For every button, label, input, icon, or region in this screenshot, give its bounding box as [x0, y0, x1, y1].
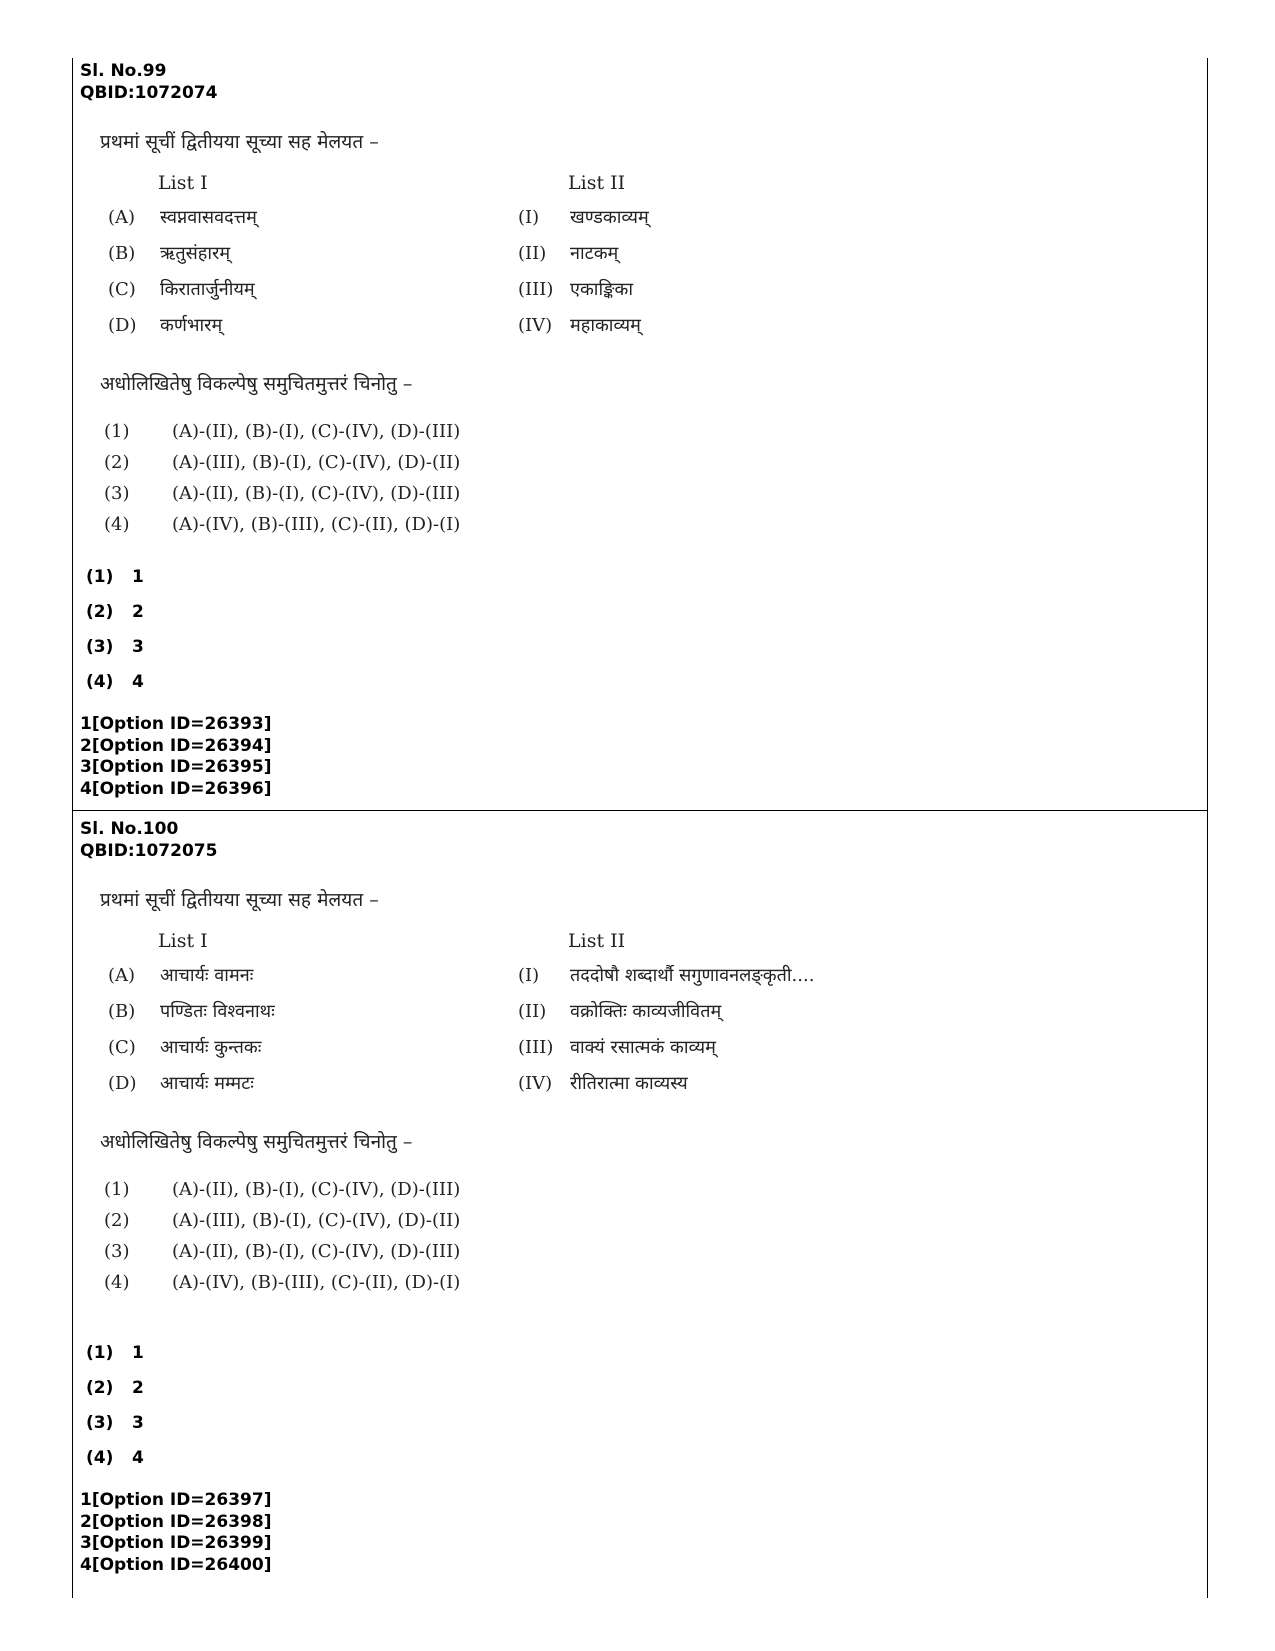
- list2-text: एकाङ्किका: [570, 279, 633, 300]
- list1-item: [108, 1030, 261, 1066]
- option-value: 4: [132, 672, 144, 692]
- match-lists: [100, 930, 1190, 1122]
- answer-choice: [100, 1267, 1190, 1298]
- option-id: 4[Option ID=26400]: [80, 1554, 272, 1575]
- option-value: 4: [132, 1448, 144, 1468]
- option-id: 3[Option ID=26395]: [80, 757, 272, 777]
- list1-text: आचार्यः वामनः: [160, 965, 254, 986]
- option-id: 2[Option ID=26394]: [80, 735, 272, 756]
- choice-text: (A)-(III), (B)-(I), (C)-(IV), (D)-(II): [172, 452, 461, 473]
- list2-label: (I): [518, 965, 540, 986]
- option-number: (4): [86, 672, 114, 692]
- option-value: 2: [132, 1378, 144, 1398]
- list1-label: (B): [108, 243, 136, 264]
- answer-choice: [100, 1236, 1190, 1267]
- list1-label: (B): [108, 1001, 136, 1022]
- list1-text: कर्णभारम्: [160, 315, 223, 336]
- option-value: 1: [132, 567, 144, 587]
- option-id: 1[Option ID=26393]: [80, 714, 272, 734]
- serial-number: Sl. No.99: [80, 61, 167, 81]
- choice-number: (1): [104, 421, 130, 442]
- list1-text: ऋतुसंहारम्: [160, 243, 231, 264]
- option-item[interactable]: [80, 630, 1190, 665]
- option-value: 3: [132, 637, 144, 657]
- question-instruction: प्रथमां सूचीं द्वितीयया सूच्या सह मेलयत –: [100, 131, 379, 153]
- choice-text: (A)-(II), (B)-(I), (C)-(IV), (D)-(III): [172, 1179, 461, 1200]
- list2-item: [518, 200, 649, 236]
- list1-item: [108, 958, 253, 994]
- option-number: (1): [86, 1343, 114, 1363]
- option-ids: [80, 714, 1190, 800]
- list2-text: नाटकम्: [570, 243, 619, 264]
- option-item[interactable]: [80, 1371, 1190, 1406]
- choice-text: (A)-(IV), (B)-(III), (C)-(II), (D)-(I): [172, 514, 461, 535]
- question-instruction: प्रथमां सूचीं द्वितीयया सूच्या सह मेलयत –: [100, 889, 379, 911]
- list2-item: [518, 1066, 688, 1102]
- list1-label: (C): [108, 1037, 136, 1058]
- option-number: (2): [86, 1378, 114, 1398]
- option-item[interactable]: [80, 595, 1190, 630]
- option-number: (4): [86, 1448, 114, 1468]
- qbid: QBID:1072075: [80, 841, 218, 861]
- option-item[interactable]: [80, 1336, 1190, 1371]
- question-block: [80, 818, 1190, 1576]
- list2-header: List II: [568, 930, 626, 952]
- option-value: 1: [132, 1343, 144, 1363]
- list1-label: (A): [108, 965, 136, 986]
- list2-label: (I): [518, 207, 540, 228]
- option-item[interactable]: [80, 1441, 1190, 1476]
- qbid: QBID:1072074: [80, 83, 218, 103]
- list1-label: (C): [108, 279, 136, 300]
- list2-text: रीतिरात्मा काव्यस्य: [570, 1073, 688, 1094]
- list1-item: [108, 1066, 254, 1102]
- serial-number: Sl. No.100: [80, 819, 179, 839]
- list2-item: [518, 272, 633, 308]
- choice-instruction: अधोलिखितेषु विकल्पेषु समुचितमुत्तरं चिनोतु –: [100, 373, 413, 395]
- option-id: 3[Option ID=26399]: [80, 1533, 272, 1553]
- list2-label: (II): [518, 243, 547, 264]
- choice-text: (A)-(II), (B)-(I), (C)-(IV), (D)-(III): [172, 421, 461, 442]
- option-value: 3: [132, 1413, 144, 1433]
- choice-text: (A)-(II), (B)-(I), (C)-(IV), (D)-(III): [172, 1241, 461, 1262]
- list2-text: खण्डकाव्यम्: [570, 207, 649, 228]
- answer-choices: [100, 416, 1190, 540]
- list1-header: List I: [158, 172, 208, 194]
- choice-number: (3): [104, 1241, 130, 1262]
- list1-item: [108, 308, 222, 344]
- choice-text: (A)-(II), (B)-(I), (C)-(IV), (D)-(III): [172, 483, 461, 504]
- list2-label: (IV): [518, 1073, 553, 1094]
- answer-choices: [100, 1174, 1190, 1298]
- list2-text: वक्रोक्तिः काव्यजीवितम्: [570, 1001, 722, 1022]
- list2-text: तददोषौ शब्दार्थौ सगुणावनलङ्कृती....: [570, 965, 815, 986]
- option-list: [80, 560, 1190, 700]
- option-number: (2): [86, 602, 114, 622]
- list1-text: आचार्यः कुन्तकः: [160, 1037, 262, 1058]
- list1-item: [108, 200, 257, 236]
- list2-item: [518, 236, 618, 272]
- option-number: (3): [86, 637, 114, 657]
- list2-label: (II): [518, 1001, 547, 1022]
- option-list: [80, 1336, 1190, 1476]
- choice-instruction: अधोलिखितेषु विकल्पेषु समुचितमुत्तरं चिनोतु –: [100, 1131, 413, 1153]
- answer-choice: [100, 1205, 1190, 1236]
- list2-text: महाकाव्यम्: [570, 315, 641, 336]
- option-value: 2: [132, 602, 144, 622]
- choice-number: (2): [104, 1210, 130, 1231]
- list1-text: किरातार्जुनीयम्: [160, 279, 255, 300]
- option-id: 4[Option ID=26396]: [80, 778, 272, 799]
- list1-header: List I: [158, 930, 208, 952]
- option-item[interactable]: [80, 665, 1190, 700]
- question-image: [100, 128, 1190, 540]
- list1-label: (A): [108, 207, 136, 228]
- list2-label: (III): [518, 279, 554, 300]
- list2-label: (III): [518, 1037, 554, 1058]
- list2-item: [518, 308, 641, 344]
- choice-text: (A)-(III), (B)-(I), (C)-(IV), (D)-(II): [172, 1210, 461, 1231]
- choice-number: (3): [104, 483, 130, 504]
- list2-item: [518, 1030, 716, 1066]
- answer-choice: [100, 416, 1190, 447]
- question-block: [80, 60, 1190, 800]
- list2-text: वाक्यं रसात्मकं काव्यम्: [570, 1037, 716, 1058]
- list1-label: (D): [108, 1073, 137, 1094]
- question-divider: [72, 810, 1208, 811]
- list2-item: [518, 958, 814, 994]
- list1-text: पण्डितः विश्वनाथः: [160, 1001, 275, 1022]
- choice-number: (2): [104, 452, 130, 473]
- answer-choice: [100, 447, 1190, 478]
- match-lists: [100, 172, 1190, 364]
- list2-label: (IV): [518, 315, 553, 336]
- option-ids: [80, 1490, 1190, 1576]
- choice-number: (4): [104, 1272, 130, 1293]
- answer-choice: [100, 509, 1190, 540]
- list1-text: आचार्यः मम्मटः: [160, 1073, 254, 1094]
- list2-header: List II: [568, 172, 626, 194]
- list2-item: [518, 994, 721, 1030]
- answer-choice: [100, 478, 1190, 509]
- list1-item: [108, 236, 230, 272]
- choice-number: (4): [104, 514, 130, 535]
- option-number: (1): [86, 567, 114, 587]
- question-image: [100, 886, 1190, 1298]
- list1-text: स्वप्नवासवदत्तम्: [160, 207, 257, 228]
- option-item[interactable]: [80, 560, 1190, 595]
- list1-label: (D): [108, 315, 137, 336]
- option-id: 2[Option ID=26398]: [80, 1511, 272, 1532]
- option-item[interactable]: [80, 1406, 1190, 1441]
- list1-item: [108, 272, 255, 308]
- option-id: 1[Option ID=26397]: [80, 1490, 272, 1510]
- choice-number: (1): [104, 1179, 130, 1200]
- list1-item: [108, 994, 275, 1030]
- choice-text: (A)-(IV), (B)-(III), (C)-(II), (D)-(I): [172, 1272, 461, 1293]
- answer-choice: [100, 1174, 1190, 1205]
- option-number: (3): [86, 1413, 114, 1433]
